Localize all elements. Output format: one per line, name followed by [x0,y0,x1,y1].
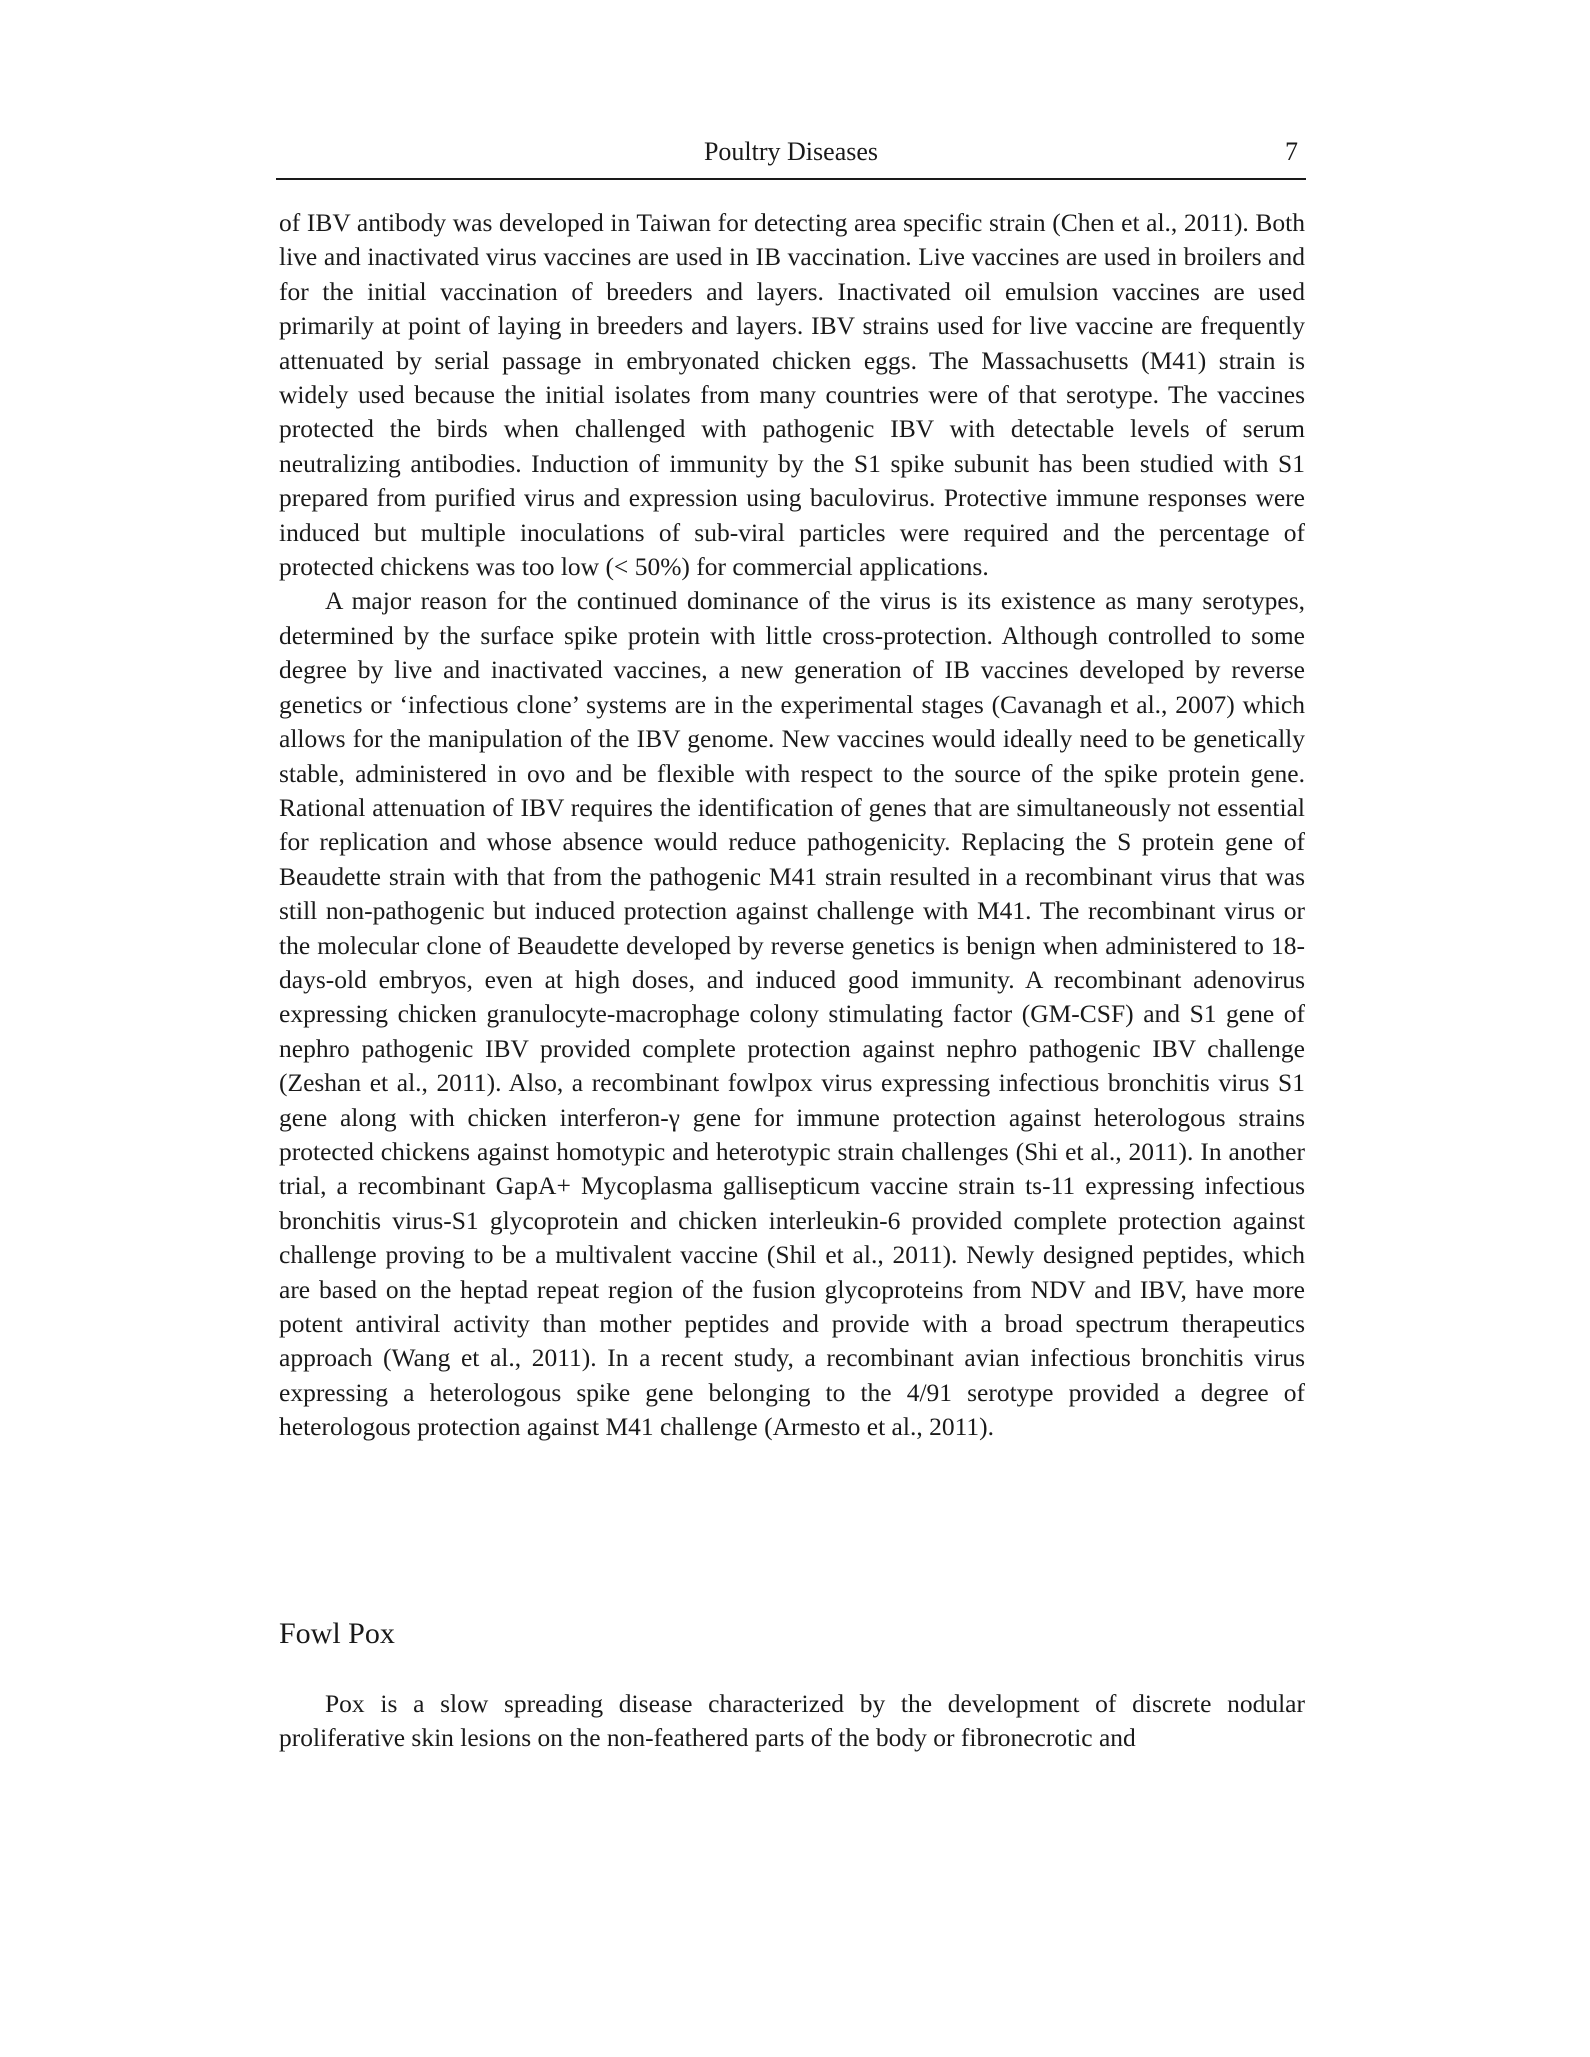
section-heading-fowl-pox: Fowl Pox [279,1617,395,1650]
paragraph-ibv-serotypes: A major reason for the continued dominance of the virus is its existence as many serotypes, determined by the surface spike protein with little cross-protection. Although controlled to some degree by live and inactivated vaccines, a new generation of IB vaccines developed by reverse genetics or ‘infectious clone’ systems are in the experimental stages (Cavanagh et al., 2007) which allows for the manipulation of the IBV genome. New vaccines would ideally need to be genetically stable, administered in ovo and be flexible with respect to the source of the spike protein gene. Rational attenuation of IBV requires the identification of genes that are simultaneously not essential for replication and whose absence would reduce pathogenicity. Replacing the S protein gene of Beaudette strain with that from the pathogenic M41 strain resulted in a recombinant virus that was still non-pathogenic but induced protection against challenge with M41. The recombinant virus or the molecular clone of Beaudette developed by reverse genetics is benign when administered to 18-days-old embryos, even at high doses, and induced good immunity. A recombinant adenovirus expressing chicken granulocyte-macrophage colony stimulating factor (GM-CSF) and S1 gene of nephro pathogenic IBV provided complete protection against nephro pathogenic IBV challenge (Zeshan et al., 2011). Also, a recombinant fowlpox virus expressing infectious bronchitis virus S1 gene along with chicken interferon-γ gene for immune protection against heterologous strains protected chickens against homotypic and heterotypic strain challenges (Shi et al., 2011). In another trial, a recombinant GapA+ Mycoplasma gallisepticum vaccine strain ts-11 expressing infectious bronchitis virus-S1 glycoprotein and chicken interleukin-6 provided complete protection against challenge proving to be a multivalent vaccine (Shil et al., 2011). Newly designed peptides, which are based on the heptad repeat region of the fusion glycoproteins from NDV and IBV, have more potent antiviral activity than mother peptides and provide with a broad spectrum therapeutics approach (Wang et al., 2011). In a recent study, a recombinant avian infectious bronchitis virus expressing a heterologous spike gene belonging to the 4/91 serotype provided a degree of heterologous protection against M41 challenge (Armesto et al., 2011). [279,586,1305,1442]
page-number: 7 [1285,137,1298,166]
page-header [276,132,1306,180]
running-title: Poultry Diseases [703,137,879,166]
section-body [279,1687,1305,1756]
body-text [279,206,1305,1445]
paragraph-fowl-pox: Pox is a slow spreading disease characterized by the development of discrete nodular proliferative skin lesions on the non-feathered parts of the body or fibronecrotic and [279,1689,1305,1753]
paragraph-ibv-vaccines: of IBV antibody was developed in Taiwan for detecting area specific strain (Chen et al., 2011). Both live and inactivated virus vaccines are used in IB vaccination. Live vaccines are used in broilers and for the initial vaccination of breeders and layers. Inactivated oil emulsion vaccines are used primarily at point of laying in breeders and layers. IBV strains used for live vaccine are frequently attenuated by serial passage in embryonated chicken eggs. The Massachusetts (M41) strain is widely used because the initial isolates from many countries were of that serotype. The vaccines protected the birds when challenged with pathogenic IBV with detectable levels of serum neutralizing antibodies. Induction of immunity by the S1 spike subunit has been studied with S1 prepared from purified virus and expression using baculovirus. Protective immune responses were induced but multiple inoculations of sub-viral particles were required and the percentage of protected chickens was too low (< 50%) for commercial applications. [279,208,1305,582]
